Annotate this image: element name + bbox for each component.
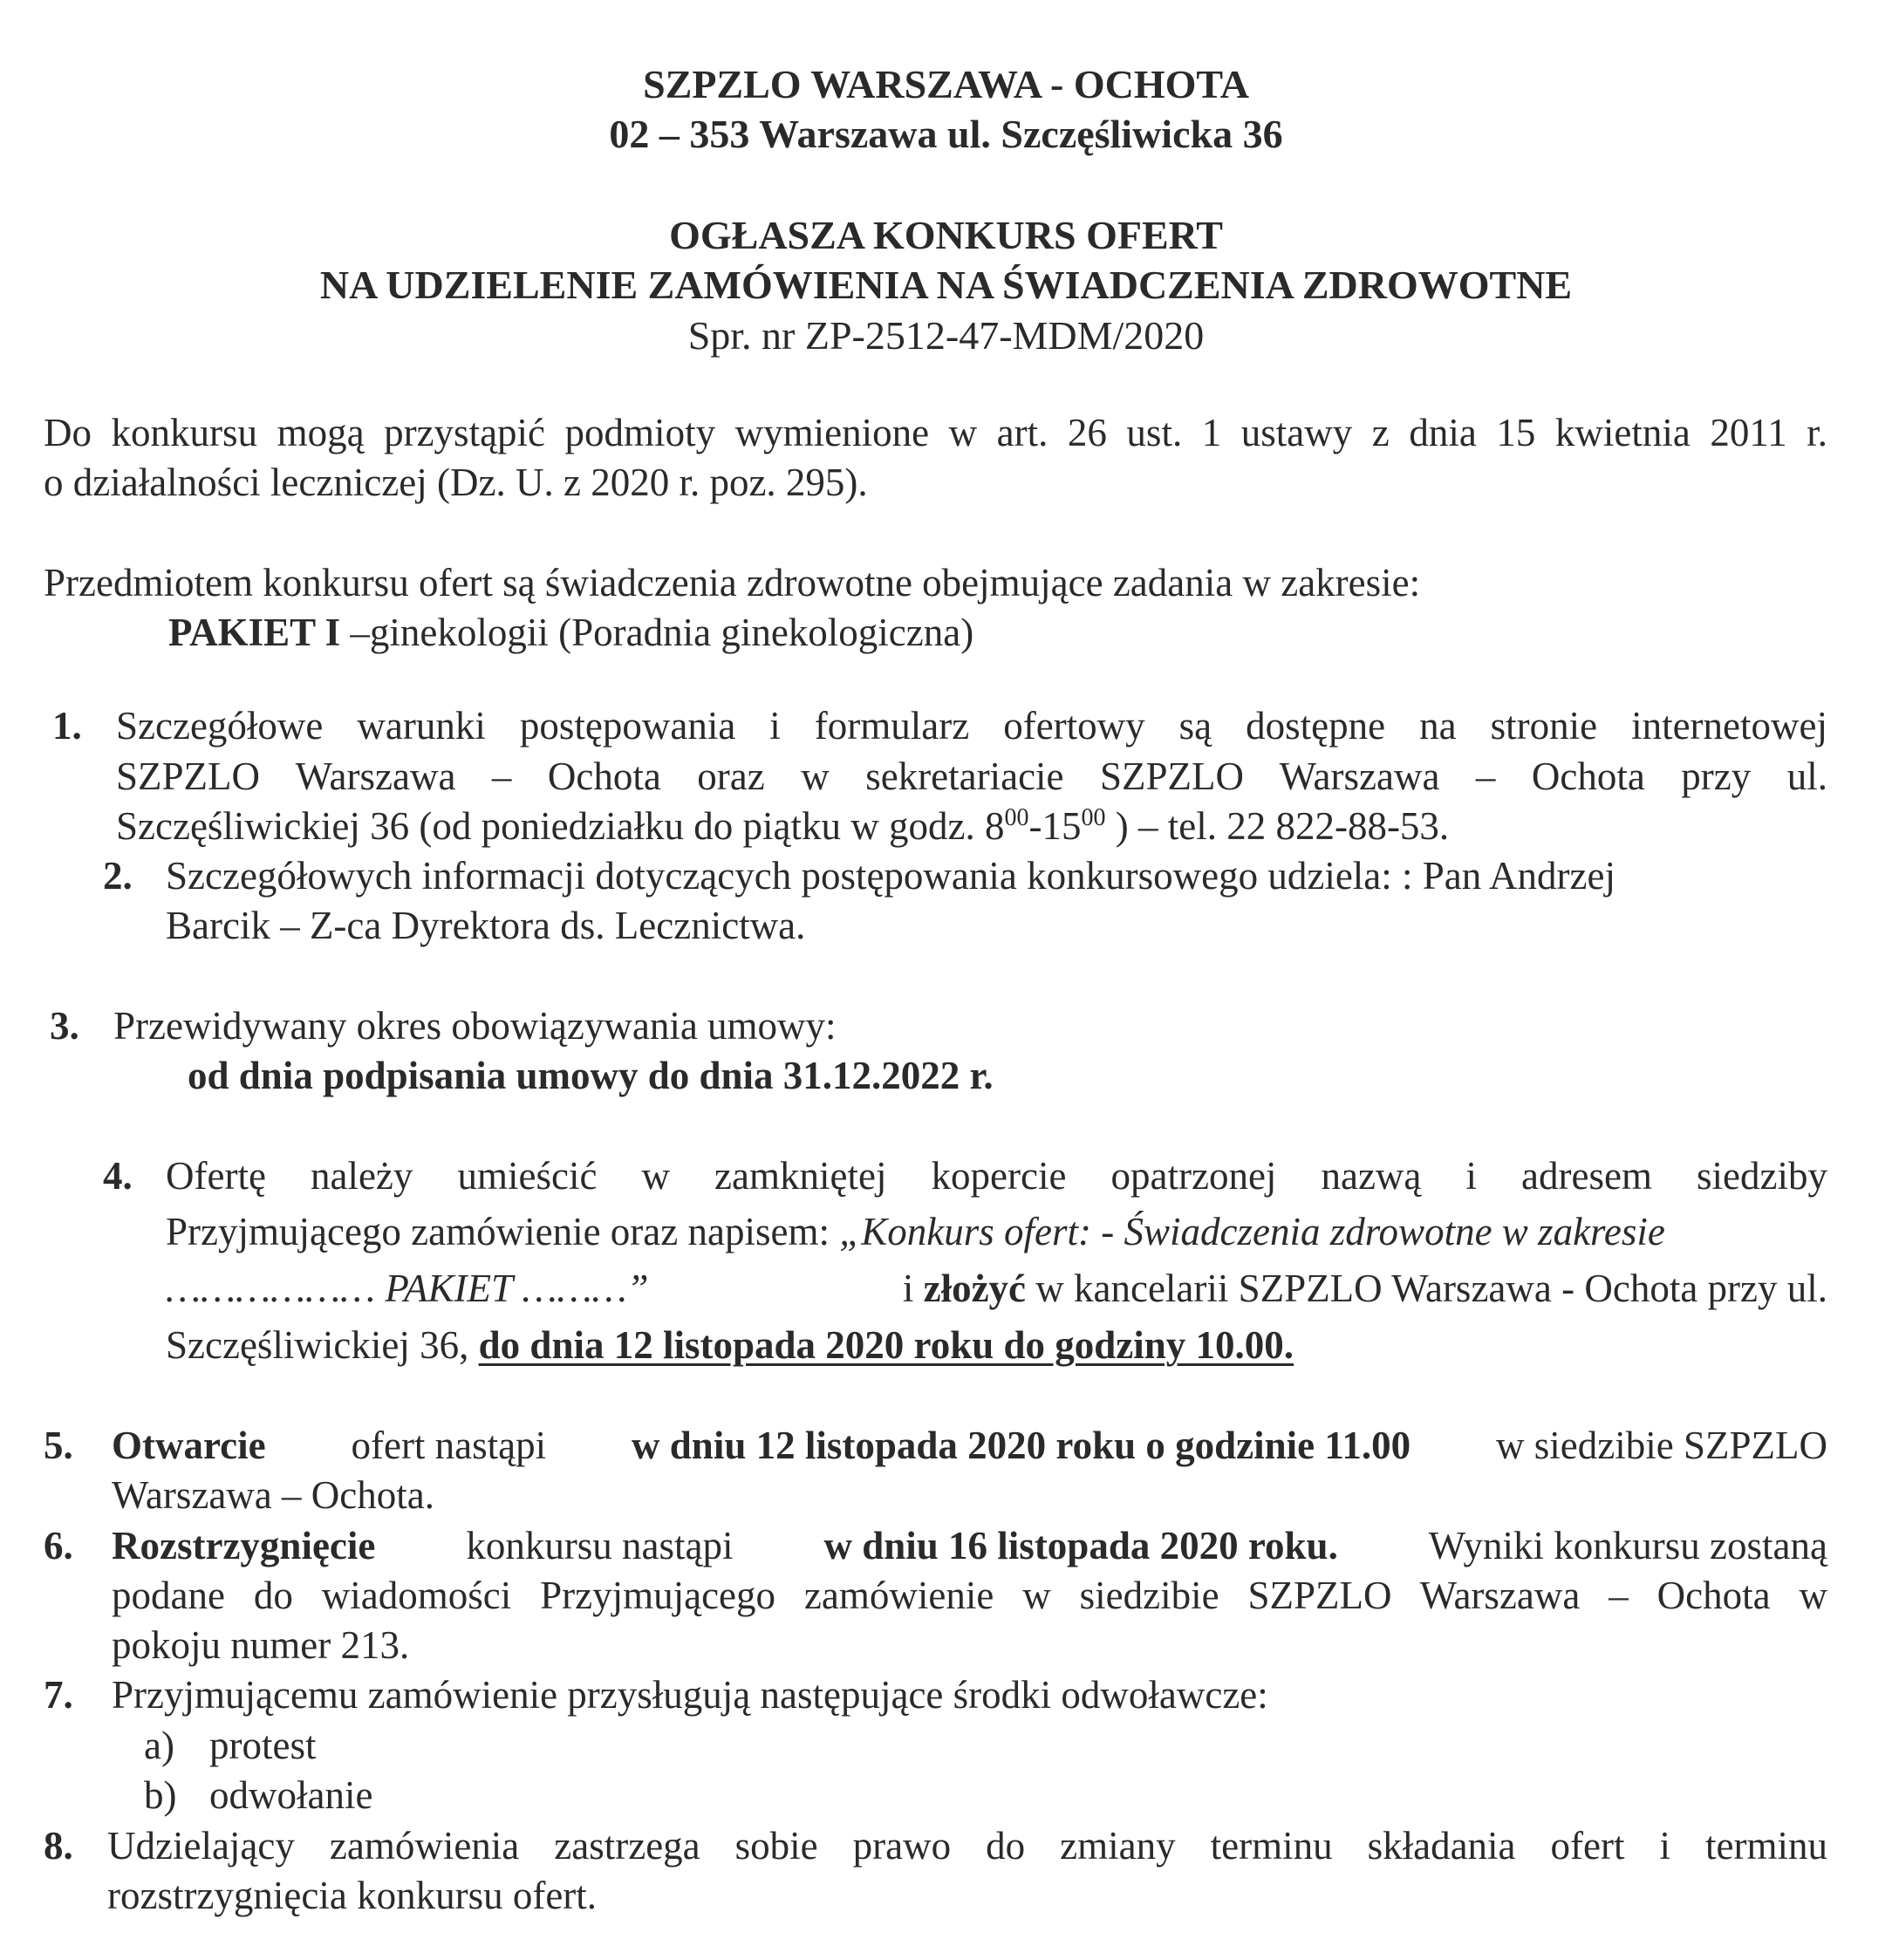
pakiet-desc: –ginekologii (Poradnia ginekologiczna) bbox=[340, 611, 974, 654]
org-address: 02 – 353 Warszawa ul. Szczęśliwicka 36 bbox=[609, 112, 1283, 156]
hours-start-sup: 00 bbox=[1004, 804, 1029, 831]
item-8-line-2: rozstrzygnięcia konkursu ofert. bbox=[107, 1874, 598, 1917]
item-5-line-2: Warszawa – Ochota. bbox=[112, 1473, 434, 1517]
item-1-line-3 bbox=[116, 804, 1450, 848]
phone-text: ) – tel. 22 822-88-53. bbox=[1105, 804, 1450, 848]
item-1-line-2: SZPZLO Warszawa – Ochota oraz w sekretariacie SZPZLO Warszawa – Ochota przy ul. bbox=[116, 755, 1827, 798]
case-number: Spr. nr ZP-2512-47-MDM/2020 bbox=[687, 313, 1205, 358]
item-4-line-2 bbox=[166, 1212, 1665, 1252]
item-2-line-2: Barcik – Z-ca Dyrektora ds. Lecznictwa. bbox=[166, 904, 806, 947]
item-3-line-2: od dnia podpisania umowy do dnia 31.12.2022 r. bbox=[188, 1054, 994, 1097]
inscription-intro: Przyjmującego zamówienie oraz napisem: bbox=[166, 1210, 840, 1253]
pakiet-label: PAKIET I bbox=[168, 611, 341, 654]
item-5-line-1 bbox=[112, 1426, 1827, 1465]
opening-label: Otwarcie bbox=[112, 1424, 266, 1467]
hours-text: Szczęśliwickiej 36 (od poniedziałku do piątku w godz. 8 bbox=[116, 804, 1005, 848]
item-7-option-b: odwołanie bbox=[209, 1773, 373, 1817]
item-1-line-1: Szczegółowe warunki postępowania i formularz ofertowy są dostępne na stronie internetowej bbox=[116, 704, 1827, 748]
item-3-number: 3. bbox=[50, 1004, 79, 1048]
submit-word: złożyć bbox=[923, 1267, 1027, 1310]
subject-pakiet bbox=[168, 613, 973, 652]
results-text: Wyniki konkursu zostaną bbox=[1428, 1524, 1827, 1567]
announcement-title: OGŁASZA KONKURS OFERT bbox=[669, 213, 1223, 257]
item-8-number: 8. bbox=[44, 1824, 73, 1868]
item-7-line-1: Przyjmującemu zamówienie przysługują następujące środki odwoławcze: bbox=[112, 1673, 1268, 1717]
hours-dash: -15 bbox=[1028, 804, 1082, 848]
intro-line-1: Do konkursu mogą przystąpić podmioty wymienione w art. 26 ust. 1 ustawy z dnia 15 kwietnia 2011 r. bbox=[44, 411, 1827, 454]
resolution-date: w dniu 16 listopada 2020 roku. bbox=[823, 1524, 1338, 1567]
item-6-line-2: podane do wiadomości Przyjmującego zamówienie w siedzibie SZPZLO Warszawa – Ochota w bbox=[112, 1574, 1827, 1617]
submission-deadline: do dnia 12 listopada 2020 roku do godziny 10.00. bbox=[478, 1323, 1294, 1367]
resolution-label: Rozstrzygnięcie bbox=[112, 1524, 376, 1567]
item-4-number: 4. bbox=[103, 1154, 133, 1198]
inscription-text: „Konkurs ofert: - Świadczenia zdrowotne w zakresie bbox=[839, 1210, 1665, 1253]
street-text: Szczęśliwickiej 36, bbox=[166, 1323, 479, 1367]
item-2-number: 2. bbox=[103, 854, 133, 898]
item-4-line-4 bbox=[166, 1323, 1294, 1367]
item-2-line-1: Szczegółowych informacji dotyczących postępowania konkursowego udziela: : Pan Andrzej bbox=[166, 854, 1615, 898]
opening-place: w siedzibie SZPZLO bbox=[1496, 1424, 1827, 1467]
opening-date: w dniu 12 listopada 2020 roku o godzinie 11.00 bbox=[632, 1424, 1411, 1467]
item-7-number: 7. bbox=[44, 1673, 73, 1717]
item-8-line-1: Udzielający zamówienia zastrzega sobie prawo do zmiany terminu składania ofert i terminu bbox=[107, 1824, 1827, 1868]
announcement-subtitle: NA UDZIELENIE ZAMÓWIENIA NA ŚWIADCZENIA ZDROWOTNE bbox=[319, 263, 1573, 307]
office-text: w kancelarii SZPZLO Warszawa - Ochota przy ul. bbox=[1026, 1267, 1827, 1310]
item-3-line-1: Przewidywany okres obowiązywania umowy: bbox=[113, 1004, 837, 1048]
item-7-option-b-label: b) bbox=[144, 1773, 177, 1817]
item-7-option-a-label: a) bbox=[144, 1724, 174, 1767]
item-7-option-a: protest bbox=[209, 1724, 317, 1767]
inscription-pakiet: ……………… PAKIET ………” bbox=[166, 1267, 649, 1310]
item-6-line-1 bbox=[112, 1526, 1827, 1566]
resolution-text: konkursu nastąpi bbox=[466, 1524, 734, 1567]
item-4-line-3 bbox=[166, 1269, 1827, 1308]
item-5-number: 5. bbox=[44, 1424, 73, 1467]
intro-line-2: o działalności leczniczej (Dz. U. z 2020 r. poz. 295). bbox=[44, 461, 868, 504]
subject-line: Przedmiotem konkursu ofert są świadczenia zdrowotne obejmujące zadania w zakresie: bbox=[44, 561, 1421, 604]
item-6-number: 6. bbox=[44, 1524, 73, 1567]
item-6-line-3: pokoju numer 213. bbox=[112, 1623, 410, 1667]
item-1-number: 1. bbox=[52, 704, 82, 748]
org-name: SZPZLO WARSZAWA - OCHOTA bbox=[643, 62, 1249, 106]
opening-text: ofert nastąpi bbox=[351, 1424, 547, 1467]
item-4-line-1: Ofertę należy umieścić w zamkniętej kopercie opatrzonej nazwą i adresem siedziby bbox=[166, 1154, 1827, 1198]
and-text: i bbox=[902, 1267, 924, 1310]
hours-end-sup: 00 bbox=[1081, 804, 1106, 831]
